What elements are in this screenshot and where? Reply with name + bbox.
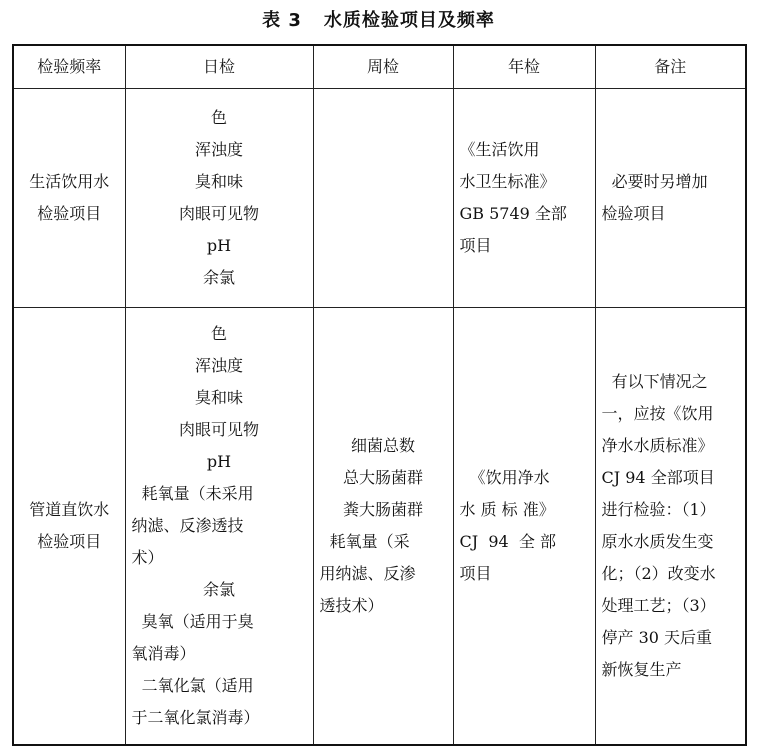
cell-line: 《饮用净水 bbox=[459, 468, 550, 487]
cell-line: 项目 bbox=[459, 564, 492, 583]
header-yearly: 年检 bbox=[453, 45, 595, 89]
header-weekly: 周检 bbox=[313, 45, 453, 89]
table-title bbox=[0, 6, 757, 36]
cell-line: 总大肠菌群 bbox=[342, 468, 423, 487]
table-row bbox=[13, 89, 746, 308]
weekly-cell bbox=[313, 308, 453, 746]
table-number: 表 3 bbox=[262, 10, 302, 31]
cell-line: 进行检验：（1） bbox=[601, 500, 716, 519]
cell-line: 余氯 bbox=[202, 268, 235, 287]
weekly-cell bbox=[313, 89, 453, 308]
table-caption: 水质检验项目及频率 bbox=[323, 10, 495, 31]
cell-line: 化；（2）改变水 bbox=[601, 564, 716, 583]
cell-line: 水 质 标 准》 bbox=[459, 500, 555, 519]
cell-line: 停产 30 天后重 bbox=[601, 628, 713, 647]
cell-line: 耗氧量（采 bbox=[319, 532, 410, 551]
cell-line: 肉眼可见物 bbox=[178, 204, 259, 223]
cell-line: 浑浊度 bbox=[194, 356, 243, 375]
cell-line: 一，应按《饮用 bbox=[601, 404, 714, 423]
cell-line: 生活饮用水 bbox=[29, 172, 110, 191]
cell-line: 色 bbox=[210, 108, 227, 127]
cell-line: 肉眼可见物 bbox=[178, 420, 259, 439]
cell-line: 纳滤、反渗透技 bbox=[131, 516, 244, 535]
cell-line: 于二氧化氯消毒） bbox=[131, 708, 260, 727]
cell-line: 用纳滤、反渗 bbox=[319, 564, 416, 583]
cell-line: 原水水质发生变 bbox=[601, 532, 714, 551]
cell-line: 术） bbox=[131, 548, 164, 567]
cell-line: 粪大肠菌群 bbox=[342, 500, 423, 519]
cell-line: 臭和味 bbox=[194, 172, 243, 191]
header-row bbox=[13, 45, 746, 89]
cell-line: 水卫生标准》 bbox=[459, 172, 556, 191]
header-frequency: 检验频率 bbox=[13, 45, 125, 89]
cell-line: 检验项目 bbox=[601, 204, 666, 223]
yearly-cell bbox=[453, 308, 595, 746]
cell-line: 臭和味 bbox=[194, 388, 243, 407]
cell-line: 色 bbox=[210, 324, 227, 343]
header-daily: 日检 bbox=[125, 45, 313, 89]
cell-line: 必要时另增加 bbox=[601, 172, 708, 191]
water-quality-table bbox=[12, 44, 747, 746]
cell-line: 透技术） bbox=[319, 596, 384, 615]
cell-line: pH bbox=[206, 452, 232, 471]
category-cell bbox=[13, 89, 125, 308]
header-remarks: 备注 bbox=[595, 45, 746, 89]
remarks-cell bbox=[595, 89, 746, 308]
cell-line: 余氯 bbox=[202, 580, 235, 599]
cell-line: CJ 94 全 部 bbox=[459, 532, 556, 551]
cell-line: 臭氧（适用于臭 bbox=[131, 612, 254, 631]
cell-line: 二氧化氯（适用 bbox=[131, 676, 254, 695]
cell-line: 细菌总数 bbox=[350, 436, 415, 455]
cell-line: pH bbox=[206, 236, 232, 255]
remarks-cell bbox=[595, 308, 746, 746]
cell-line: 检验项目 bbox=[37, 204, 102, 223]
cell-line: 管道直饮水 bbox=[29, 500, 110, 519]
cell-line: 耗氧量（未采用 bbox=[131, 484, 254, 503]
cell-line: 新恢复生产 bbox=[601, 660, 682, 679]
cell-line: GB 5749 全部 bbox=[459, 204, 567, 223]
cell-line: 处理工艺；（3） bbox=[601, 596, 716, 615]
daily-cell bbox=[125, 89, 313, 308]
cell-line: 浑浊度 bbox=[194, 140, 243, 159]
cell-line: 氧消毒） bbox=[131, 644, 196, 663]
cell-line: 有以下情况之 bbox=[601, 372, 708, 391]
cell-line: 项目 bbox=[459, 236, 492, 255]
daily-cell bbox=[125, 308, 313, 746]
cell-line: 净水水质标准》 bbox=[601, 436, 714, 455]
yearly-cell bbox=[453, 89, 595, 308]
category-cell bbox=[13, 308, 125, 746]
cell-line: 《生活饮用 bbox=[459, 140, 540, 159]
cell-line: CJ 94 全部项目 bbox=[601, 468, 715, 487]
table-row bbox=[13, 308, 746, 746]
cell-line: 检验项目 bbox=[37, 532, 102, 551]
